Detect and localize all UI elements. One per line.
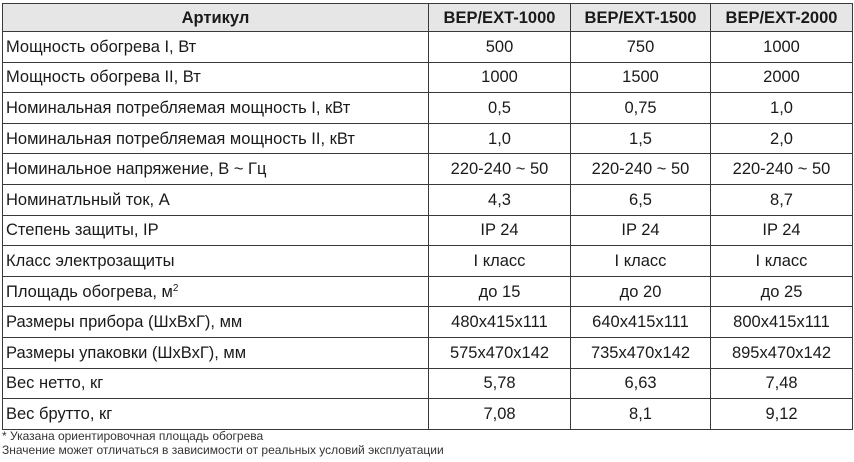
table-row (3, 276, 853, 307)
value-cell: 1,0 (429, 123, 571, 154)
value-cell: 8,7 (711, 184, 853, 215)
value-cell: 220-240 ~ 50 (711, 154, 853, 185)
value-cell: до 25 (711, 276, 853, 307)
value-cell: 9,12 (711, 399, 853, 430)
superscript-unit: 2 (172, 282, 179, 294)
param-label: Номинальная потребляемая мощность I, кВт (3, 93, 429, 124)
value-cell: 0,75 (571, 93, 711, 124)
value-cell: I класс (711, 246, 853, 277)
value-cell: 895x470x142 (711, 337, 853, 368)
param-label: Класс электрозащиты (3, 246, 429, 277)
value-cell: 750 (571, 32, 711, 63)
value-cell: 8,1 (571, 399, 711, 430)
value-cell: IP 24 (571, 215, 711, 246)
value-cell: 1,0 (711, 93, 853, 124)
table-row (3, 368, 853, 399)
spec-table (2, 3, 853, 430)
value-cell: до 15 (429, 276, 571, 307)
param-label: Мощность обогрева I, Вт (3, 32, 429, 63)
value-cell: 1000 (429, 62, 571, 93)
value-cell: 2,0 (711, 123, 853, 154)
param-label-text: Площадь обогрева, м (6, 282, 173, 301)
value-cell: до 20 (571, 276, 711, 307)
value-cell: 1000 (711, 32, 853, 63)
param-label: Номинальная потребляемая мощность II, кВт (3, 123, 429, 154)
value-cell: 1500 (571, 62, 711, 93)
table-row (3, 32, 853, 63)
param-label: Вес брутто, кг (3, 399, 429, 430)
param-label: Вес нетто, кг (3, 368, 429, 399)
footnotes (2, 429, 444, 457)
table-row (3, 399, 853, 430)
table-row (3, 307, 853, 338)
value-cell: 220-240 ~ 50 (429, 154, 571, 185)
table-row (3, 93, 853, 124)
header-article: Артикул (3, 4, 429, 32)
param-label: Степень защиты, IP (3, 215, 429, 246)
table-row (3, 184, 853, 215)
table-row (3, 62, 853, 93)
footnote-line: * Указана ориентировочная площадь обогрева (2, 429, 264, 443)
param-label-area (3, 276, 429, 307)
table-header-row (3, 4, 853, 32)
param-label: Размеры упаковки (ШхВхГ), мм (3, 337, 429, 368)
value-cell: 640x415x111 (571, 307, 711, 338)
value-cell: 220-240 ~ 50 (571, 154, 711, 185)
value-cell: 6,5 (571, 184, 711, 215)
param-label: Мощность обогрева II, Вт (3, 62, 429, 93)
header-model-1500: BEP/EXT-1500 (571, 4, 711, 32)
table-row (3, 154, 853, 185)
footnote-line: Значение может отличаться в зависимости от реальных условий эксплуатации (2, 443, 444, 457)
header-model-2000: BEP/EXT-2000 (711, 4, 853, 32)
table-row (3, 215, 853, 246)
value-cell: I класс (429, 246, 571, 277)
table-row (3, 337, 853, 368)
table-row (3, 123, 853, 154)
param-label: Номинатльный ток, А (3, 184, 429, 215)
header-model-1000: BEP/EXT-1000 (429, 4, 571, 32)
value-cell: IP 24 (711, 215, 853, 246)
value-cell: 0,5 (429, 93, 571, 124)
value-cell: 7,48 (711, 368, 853, 399)
value-cell: IP 24 (429, 215, 571, 246)
value-cell: I класс (571, 246, 711, 277)
value-cell: 5,78 (429, 368, 571, 399)
value-cell: 1,5 (571, 123, 711, 154)
value-cell: 6,63 (571, 368, 711, 399)
value-cell: 480x415x111 (429, 307, 571, 338)
value-cell: 800x415x111 (711, 307, 853, 338)
value-cell: 7,08 (429, 399, 571, 430)
value-cell: 500 (429, 32, 571, 63)
value-cell: 735x470x142 (571, 337, 711, 368)
value-cell: 4,3 (429, 184, 571, 215)
param-label: Номинальное напряжение, В ~ Гц (3, 154, 429, 185)
param-label: Размеры прибора (ШхВхГ), мм (3, 307, 429, 338)
table-row (3, 246, 853, 277)
value-cell: 575x470x142 (429, 337, 571, 368)
value-cell: 2000 (711, 62, 853, 93)
